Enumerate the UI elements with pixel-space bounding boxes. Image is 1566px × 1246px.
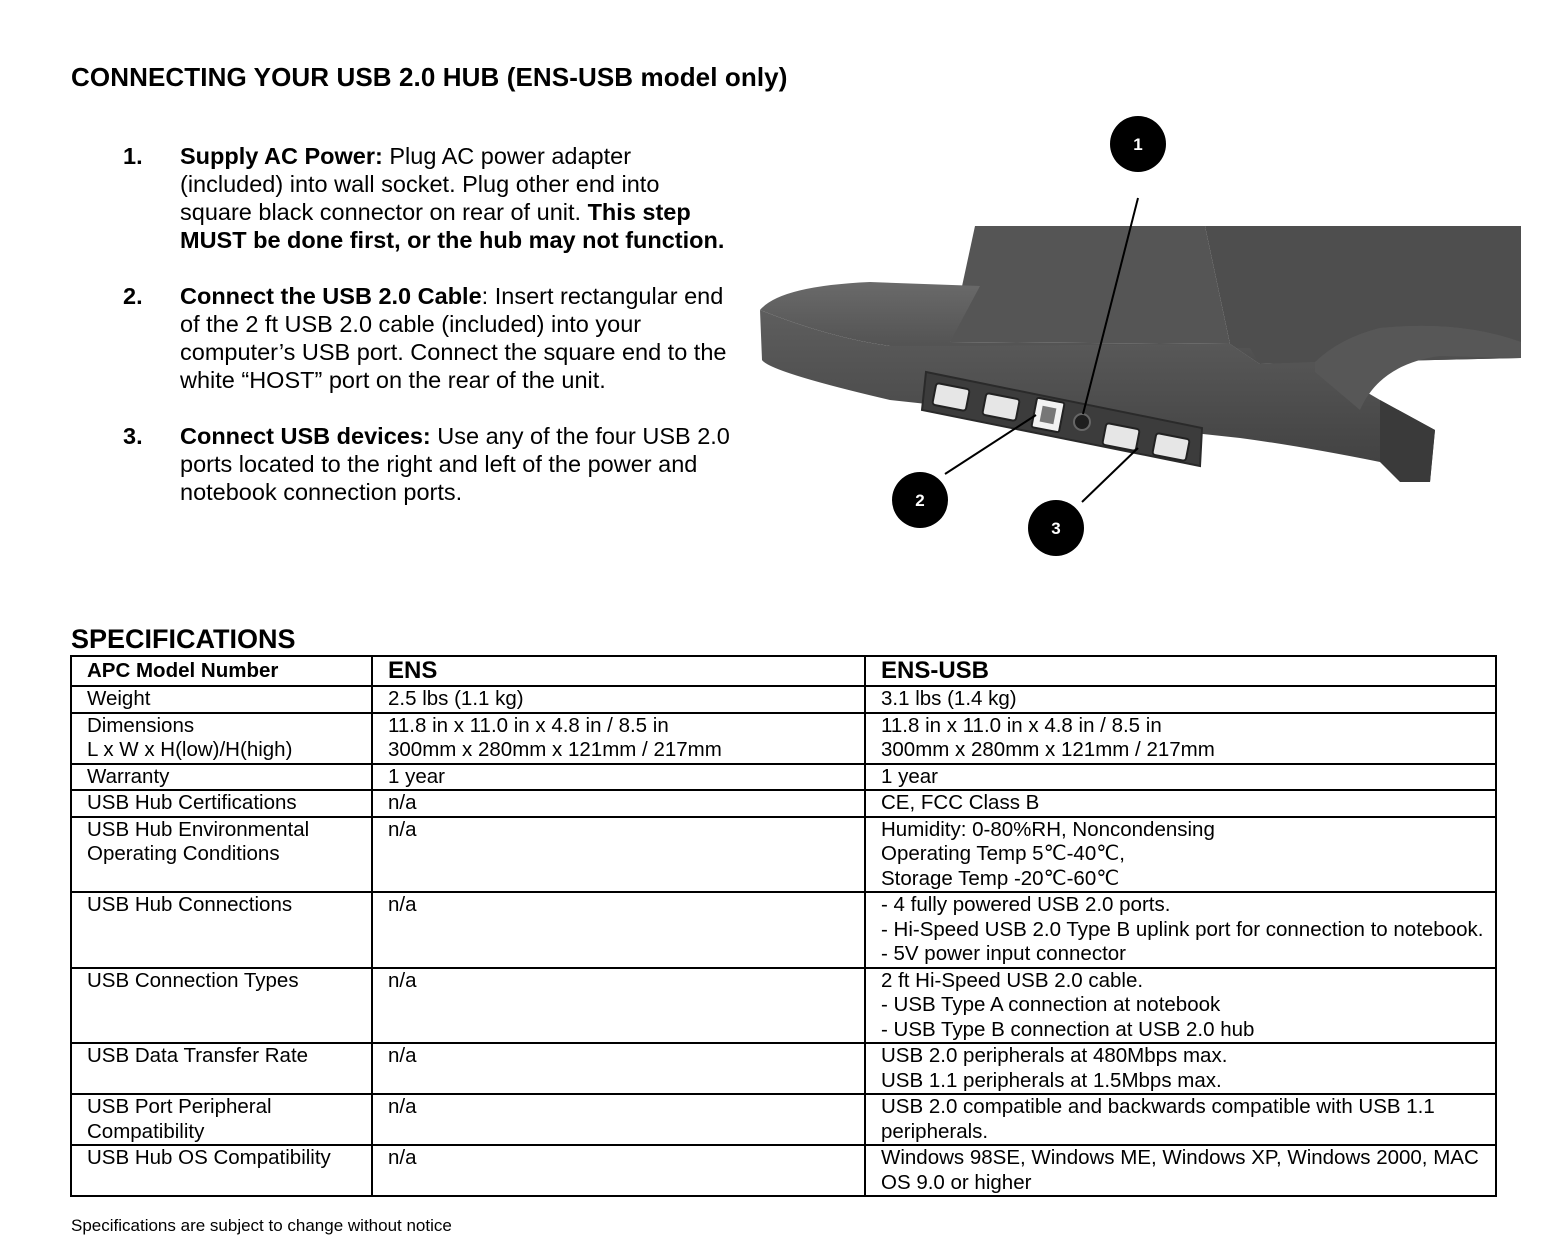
cell-line: Dimensions [87,713,195,737]
cell-line: 11.8 in x 11.0 in x 4.8 in / 8.5 in [388,713,669,737]
cell-line: 2 ft Hi-Speed USB 2.0 cable. [881,968,1144,992]
step-title: Supply AC Power: [180,143,383,169]
callout-label: 3 [1051,519,1061,538]
spec-ens-usb-cell [865,968,1496,1044]
step-2 [123,282,733,394]
spec-label-cell [71,1145,372,1196]
cell-line: 11.8 in x 11.0 in x 4.8 in / 8.5 in [881,713,1162,737]
cell-line: - Hi-Speed USB 2.0 Type B uplink port for connection to notebook. [881,917,1484,941]
cell-line: 300mm x 280mm x 121mm / 217mm [881,738,1215,761]
cell-line: USB Data Transfer Rate [87,1044,309,1067]
callout-3 [1028,500,1084,556]
callout-label: 1 [1133,135,1143,154]
table-row [71,817,1496,893]
specifications-body [71,686,1496,1196]
power-jack [1074,414,1090,430]
step-3 [123,422,733,506]
cell-line: USB 2.0 peripherals at 480Mbps max. [881,1044,1228,1067]
table-header-row [71,656,1496,686]
cell-line: 2.5 lbs (1.1 kg) [388,687,524,710]
table-row [71,790,1496,817]
cell-line: USB Port Peripheral [87,1095,272,1118]
cell-line: USB 1.1 peripherals at 1.5Mbps max. [881,1068,1222,1092]
spec-ens-usb-cell [865,1043,1496,1094]
cell-line: 1 year [388,764,445,788]
step-body [180,282,733,394]
cell-line: USB Hub Certifications [87,791,297,814]
spec-ens-usb-cell [865,686,1496,713]
spec-label-cell [71,764,372,791]
table-row [71,1094,1496,1145]
spec-label-cell [71,892,372,968]
callout-1 [1110,116,1166,172]
column-header-ens: ENS [372,656,865,686]
hub-diagram [740,110,1540,570]
spec-label-cell [71,1094,372,1145]
cell-line: USB Connection Types [87,968,299,992]
spec-ens-usb-cell [865,764,1496,791]
cell-line: CE, FCC Class B [881,791,1040,814]
cell-line: 300mm x 280mm x 121mm / 217mm [388,738,722,761]
step-number: 1. [123,143,143,169]
spec-label-cell [71,713,372,764]
table-row [71,968,1496,1044]
spec-label-cell [71,790,372,817]
cell-line: Operating Conditions [87,842,280,865]
cell-line: n/a [388,893,417,916]
callout-2 [892,472,948,528]
column-header-ens-usb: ENS-USB [865,656,1496,686]
table-row [71,764,1496,791]
cell-line: Compatibility [87,1119,205,1143]
cell-line: 3.1 lbs (1.4 kg) [881,687,1017,710]
step-body [180,142,733,254]
step-title: Connect the USB 2.0 Cable [180,283,482,309]
cell-line: - 4 fully powered USB 2.0 ports. [881,893,1171,916]
step-warning: This step MUST be done first, or the hub may not function. [180,199,725,253]
page-heading: CONNECTING YOUR USB 2.0 HUB (ENS-USB model only) [71,62,788,92]
cell-line: USB Hub Connections [87,893,293,916]
cell-line: n/a [388,1095,417,1118]
spec-ens-cell [372,1043,865,1094]
spec-label-cell [71,1043,372,1094]
spec-ens-cell [372,1145,865,1196]
step-number: 2. [123,283,143,309]
column-header-model: APC Model Number [71,656,372,686]
step-text: Plug AC power adapter (included) into wall socket. Plug other end into square black connector on rear of unit. [180,143,660,225]
cell-line: - USB Type A connection at notebook [881,993,1221,1016]
cell-line: USB Hub OS Compatibility [87,1146,331,1169]
callout-label: 2 [915,491,925,510]
specifications-table [70,655,1497,1197]
leader-line-3 [1082,448,1138,502]
cell-line: L x W x H(low)/H(high) [87,738,293,761]
cell-line: Weight [87,687,151,710]
footnote: Specifications are subject to change without notice [71,1216,452,1235]
step-number: 3. [123,423,143,449]
cell-line: Warranty [87,764,170,788]
spec-ens-cell [372,764,865,791]
table-row [71,892,1496,968]
step-1 [123,142,733,254]
spec-label-cell [71,968,372,1044]
step-text: : Insert rectangular end of the 2 ft USB 2.0 cable (included) into your computer’s USB port. Connect the square end to the white “HOST” port on the rear of the unit. [180,283,727,393]
spec-label-cell [71,686,372,713]
cell-line: n/a [388,968,417,992]
host-port-inner [1040,406,1057,424]
spec-ens-usb-cell [865,713,1496,764]
spec-ens-cell [372,968,865,1044]
cell-line: - USB Type B connection at USB 2.0 hub [881,1017,1255,1041]
spec-ens-cell [372,713,865,764]
cell-line: Windows 98SE, Windows ME, Windows XP, Windows 2000, MAC OS 9.0 or higher [881,1146,1479,1194]
spec-ens-cell [372,686,865,713]
table-row [71,1145,1496,1196]
spec-ens-usb-cell [865,790,1496,817]
table-row [71,1043,1496,1094]
cell-line: n/a [388,1146,417,1169]
cell-line: 1 year [881,764,938,788]
spec-ens-usb-cell [865,892,1496,968]
table-row [71,686,1496,713]
spec-ens-cell [372,1094,865,1145]
spec-ens-usb-cell [865,1145,1496,1196]
spec-ens-usb-cell [865,817,1496,893]
cell-line: n/a [388,1044,417,1067]
connection-steps [123,142,733,534]
step-body [180,422,733,506]
base-right-foot [1380,400,1435,482]
spec-label-cell [71,817,372,893]
spec-ens-cell [372,790,865,817]
spec-ens-usb-cell [865,1094,1496,1145]
cell-line: Operating Temp 5℃-40℃, [881,842,1125,865]
table-row [71,713,1496,764]
step-text: Use any of the four USB 2.0 ports located to the right and left of the power and notebook connection ports. [180,423,730,505]
cell-line: n/a [388,791,417,814]
specifications-heading: SPECIFICATIONS [71,624,296,654]
cell-line: Storage Temp -20℃-60℃ [881,866,1120,890]
spec-ens-cell [372,892,865,968]
cell-line: - 5V power input connector [881,942,1126,965]
cell-line: Humidity: 0-80%RH, Noncondensing [881,817,1215,841]
step-title: Connect USB devices: [180,423,431,449]
cell-line: USB Hub Environmental [87,817,310,841]
cell-line: USB 2.0 compatible and backwards compatible with USB 1.1 peripherals. [881,1095,1435,1143]
cell-line: n/a [388,817,417,841]
spec-ens-cell [372,817,865,893]
stand-neck-side [950,226,1230,344]
